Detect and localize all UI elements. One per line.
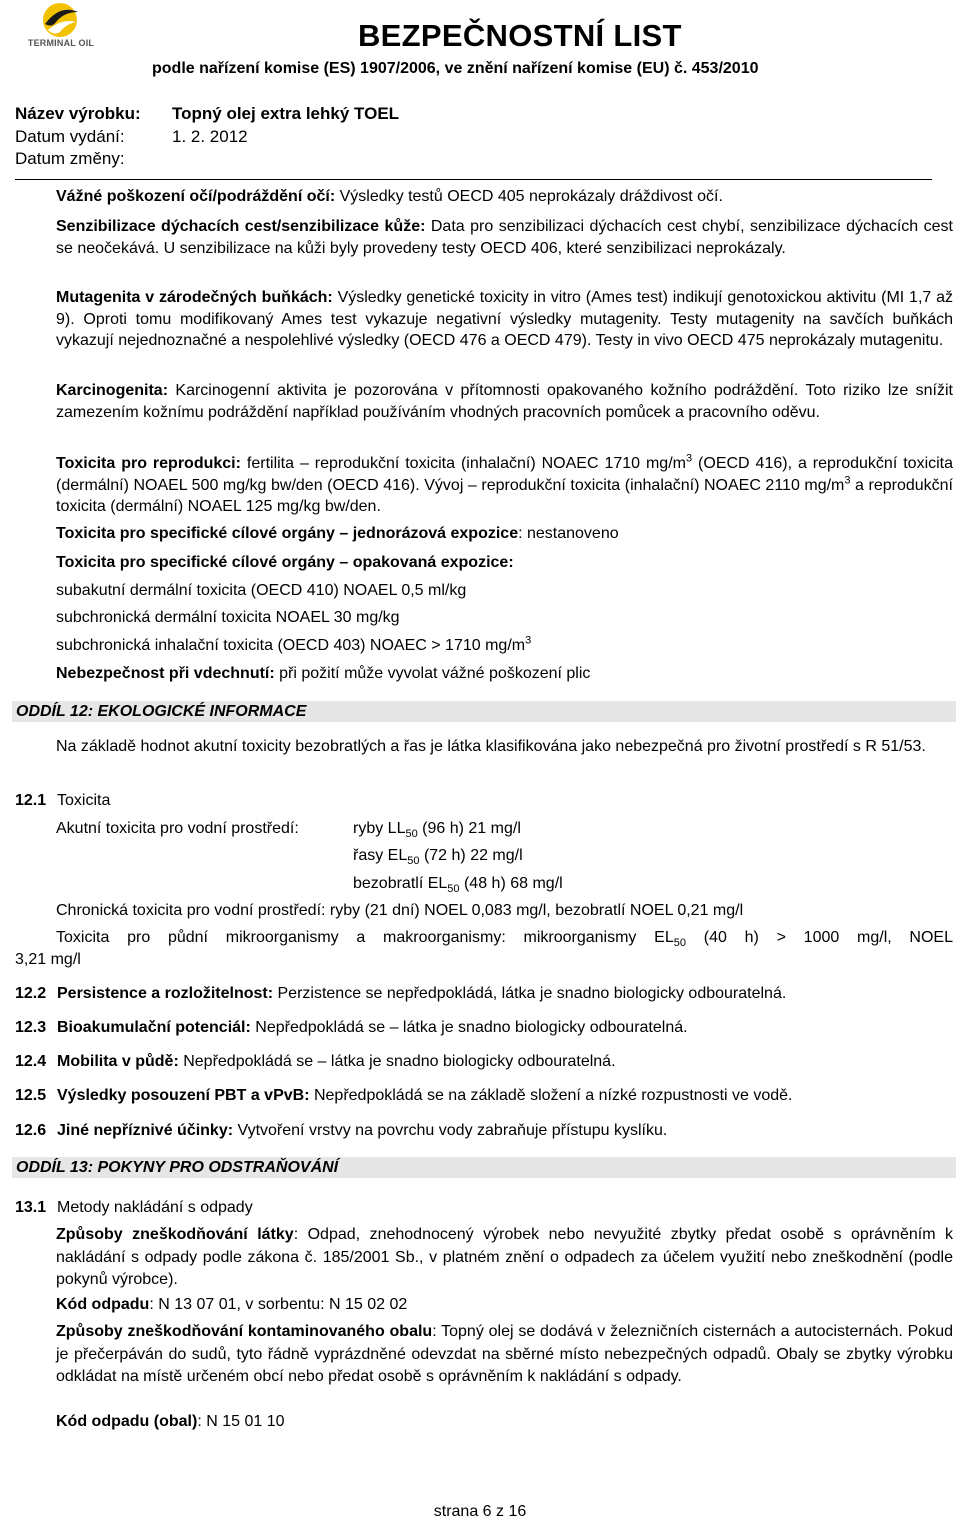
stot-repeated-item: subchronická dermální toxicita NOAEL 30 mg/kg: [56, 609, 400, 626]
stot-repeated-exposure-heading: Toxicita pro specifické cílové orgány – opakovaná expozice:: [56, 554, 514, 571]
sensitization-paragraph: Senzibilizace dýchacích cest/senzibilizace kůže: Data pro senzibilizaci dýchacích cest chybí, senzibilizace dýchacích cest se neočekává. U senzibilizace na kůži byly provedeny testy OECD 406, které senzibilizaci neprokázaly.: [56, 218, 953, 257]
document-subtitle: podle nařízení komise (ES) 1907/2006, ve znění nařízení komise (EU) č. 453/2010: [152, 60, 759, 77]
change-label: Datum změny:: [15, 149, 125, 168]
stot-repeated-item: subchronická inhalační toxicita (OECD 403) NOAEC > 1710 $mg/m^3$: [56, 634, 532, 654]
subsection-12-4: 12.4 Mobilita v půdě: Nepředpokládá se – látka je snadno biologicky odbouratelná.: [15, 1053, 616, 1070]
subsection-12-1: 12.1 Toxicita: [15, 792, 111, 809]
carcinogenicity-paragraph: Karcinogenita: Karcinogenní aktivita je pozorována v přítomnosti opakovaného kožního podráždění. Toto riziko lze snížit zamezením kožnímu podráždění například používáním vhodných pracovních pomůcek a pracovního oděvu.: [56, 382, 953, 421]
subsection-12-3: 12.3 Bioakumulační potenciál: Nepředpokládá se – látka je snadno biologicky odbouratelná.: [15, 1019, 688, 1036]
product-value: Topný olej extra lehký TOEL: [172, 104, 400, 123]
aspiration-hazard: Nebezpečnost při vdechnutí: při požití může vyvolat vážné poškození plic: [56, 665, 591, 682]
page-number: strana 6 z 16: [433, 1503, 527, 1520]
section-13-heading: ODDÍL 13: POKYNY PRO ODSTRAŇOVÁNÍ: [12, 1157, 956, 1178]
reproductive-toxicity-paragraph: Toxicita pro reprodukci: fertilita – reprodukční toxicita (inhalační) NOAEC 1710 $mg/m^3$ (OECD 416), a reprodukční toxicita (dermální) NOAEL 500 mg/kg bw/den (OECD 416). Vývoj – reprodukční toxicita (inhalační) NOAEC 2110 $mg/m^3$ a reprodukční toxicita (dermální) NOAEL 125 mg/kg bw/den.: [56, 452, 954, 515]
issue-date-row: [15, 126, 248, 148]
stot-repeated-item: subakutní dermální toxicita (OECD 410) NOAEL 0,5 ml/kg: [56, 582, 467, 599]
change-date-row: [15, 148, 172, 170]
section-12-intro: Na základě hodnot akutní toxicity bezobratlých a řas je látka klasifikována jako nebezpečná pro životní prostředí s R 51/53.: [56, 738, 926, 755]
waste-code: Kód odpadu: N 13 07 01, v sorbentu: N 15 02 02: [56, 1296, 408, 1313]
disposal-substance-paragraph: Způsoby zneškodňování látky: Odpad, znehodnocený výrobek nebo nevyužité zbytky předat osobě s oprávněním k nakládání s odpady podle zákona č. 185/2001 Sb., v platném znění o odpadech za účelem využití nebo zneškodnění (podle pokynů výrobce).: [56, 1226, 954, 1288]
chronic-toxicity: Chronická toxicita pro vodní prostředí: ryby (21 dní) NOEL 0,083 mg/l, bezobratlí NOEL 0,21 mg/l: [56, 902, 744, 919]
soil-toxicity-line-2: 3,21 mg/l: [15, 951, 81, 968]
acute-toxicity-fish: ryby $LL_{50}$ (96 h) 21 mg/l: [353, 820, 521, 841]
packaging-waste-code: Kód odpadu (obal): N 15 01 10: [56, 1413, 285, 1430]
acute-toxicity-invertebrates: bezobratlí $EL_{50}$ (48 h) 68 mg/l: [353, 875, 563, 896]
section-12-heading: ODDÍL 12: EKOLOGICKÉ INFORMACE: [12, 701, 956, 722]
header-divider: [15, 179, 932, 180]
issue-value: 1. 2. 2012: [172, 127, 248, 146]
document-title: BEZPEČNOSTNÍ LIST: [358, 18, 682, 53]
subsection-13-1: 13.1 Metody nakládání s odpady: [15, 1199, 253, 1216]
soil-toxicity-line-1: Toxicita pro půdní mikroorganismy a makroorganismy: mikroorganismy $EL_{50}$ (40 h) > 1000 mg/l, NOEL: [56, 929, 954, 950]
subsection-12-6: 12.6 Jiné nepříznivé účinky: Vytvoření vrstvy na povrchu vody zabraňuje přístupu kyslíku.: [15, 1122, 668, 1139]
product-name-row: [15, 103, 399, 125]
eye-irritation-paragraph: Vážné poškození očí/podráždění očí: Výsledky testů OECD 405 neprokázaly dráždivost očí.: [56, 188, 723, 205]
subsection-12-5: 12.5 Výsledky posouzení PBT a vPvB: Nepředpokládá se na základě složení a nízké rozpustnosti ve vodě.: [15, 1087, 793, 1104]
acute-toxicity-algae: řasy $EL_{50}$ (72 h) 22 mg/l: [353, 847, 523, 868]
subsection-12-2: 12.2 Persistence a rozložitelnost: Perzistence se nepředpokládá, látka je snadno biologicky odbouratelná.: [15, 985, 787, 1002]
acute-toxicity-label: Akutní toxicita pro vodní prostředí:: [56, 820, 299, 837]
disposal-packaging-paragraph: Způsoby zneškodňování kontaminovaného obalu: Topný olej se dodává v železničních cisternách a autocisternách. Pokud je přečerpáván do sudů, tyto řádně vyprázdněné odevzdat na sběrné místo nebezpečných odpadů. Obaly se zbytky výrobku odkládat na místě určeném obcí nebo předat osobě s oprávněním k nakládání s odpady.: [56, 1323, 953, 1385]
company-name: TERMINAL OIL: [27, 38, 95, 48]
stot-single-exposure: Toxicita pro specifické cílové orgány – jednorázová expozice: nestanoveno: [56, 525, 619, 542]
mutagenicity-paragraph: Mutagenita v zárodečných buňkách: Výsledky genetické toxicity in vitro (Ames test) indikují genotoxickou aktivitu (MI 1,7 až 9). Oproti tomu modifikovaný Ames test vykazuje negativní výsledky mutagenity. Testy mutagenity na savčích buňkách vykazují nejednoznačné a nespolehlivé výsledky (OECD 476 a OECD 479). Testy in vivo OECD 475 neprokázaly mutagenitu.: [56, 289, 954, 349]
issue-label: Datum vydání:: [15, 127, 125, 146]
product-label: Název výrobku:: [15, 104, 141, 123]
